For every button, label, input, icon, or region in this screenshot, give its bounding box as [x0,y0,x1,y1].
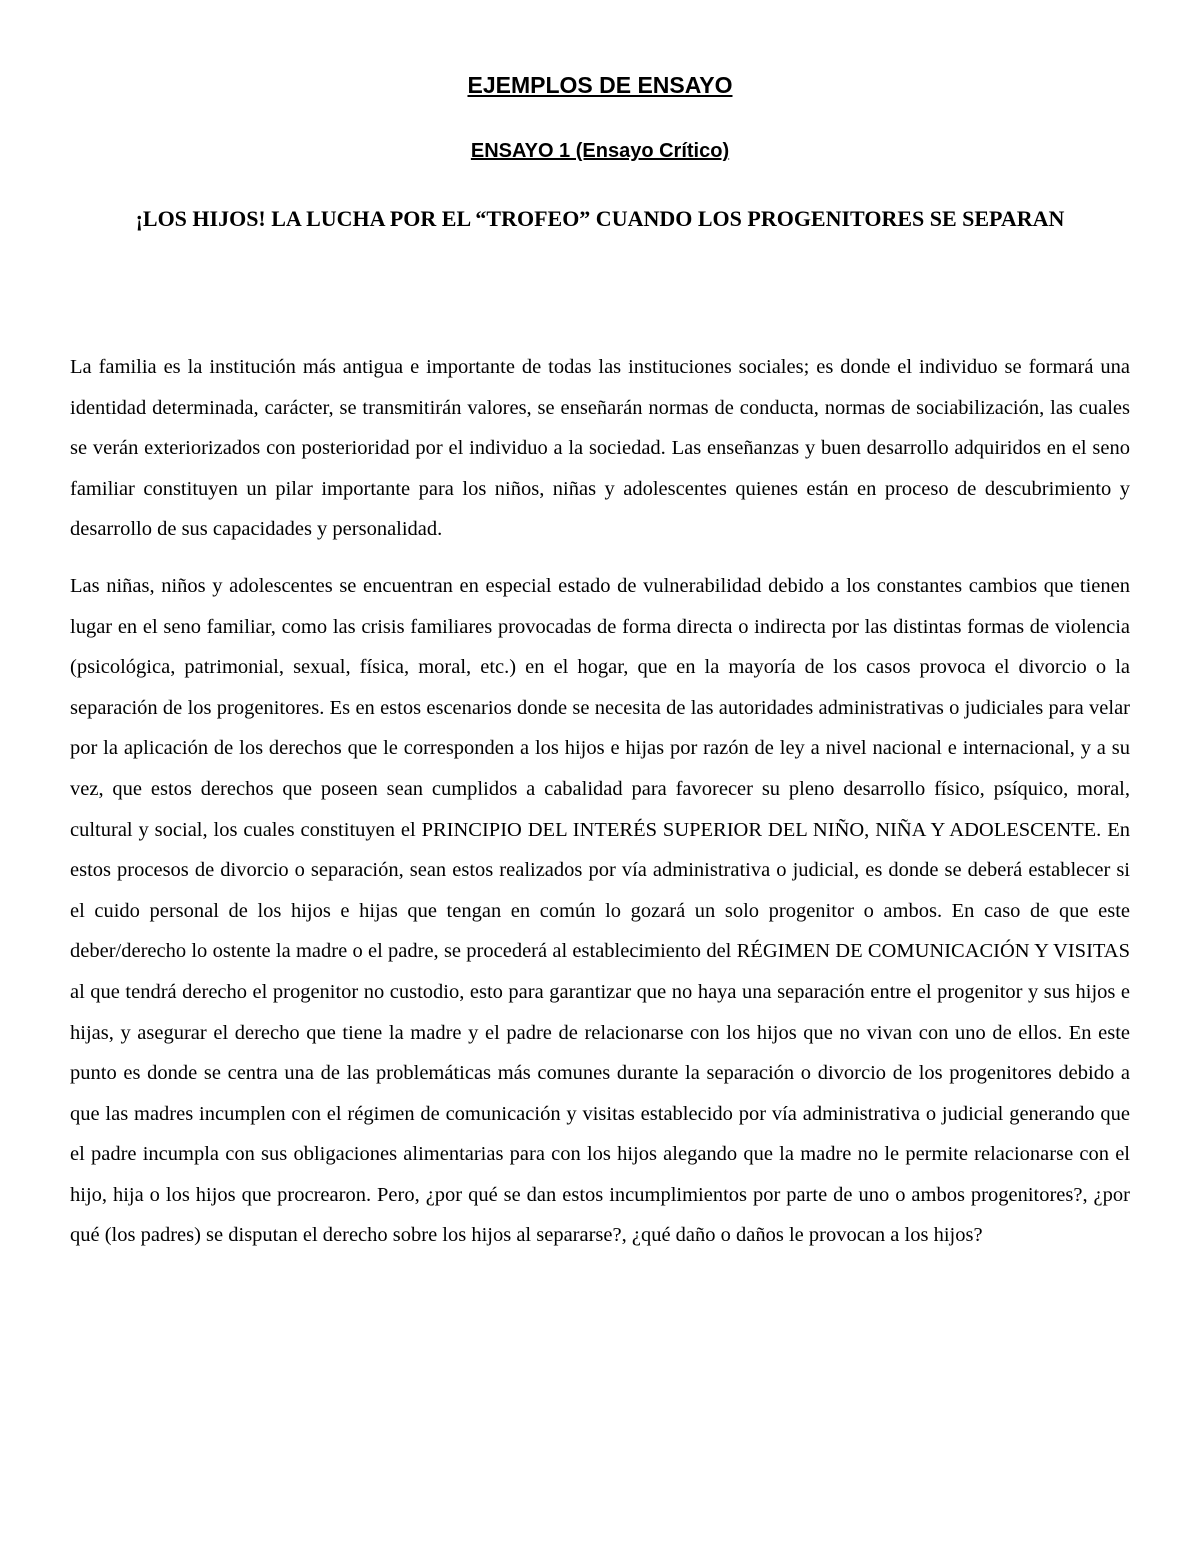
paragraph-2: Las niñas, niños y adolescentes se encuentran en especial estado de vulnerabilidad debido a los constantes cambios que tienen lugar en el seno familiar, como las crisis familiares provocadas de forma directa o indirecta por las distintas formas de violencia (psicológica, patrimonial, sexual, física, moral, etc.) en el hogar, que en la mayoría de los casos provoca el divorcio o la separación de los progenitores. Es en estos escenarios donde se necesita de las autoridades administrativas o judiciales para velar por la aplicación de los derechos que le corresponden a los hijos e hijas por razón de ley a nivel nacional e internacional, y a su vez, que estos derechos que poseen sean cumplidos a cabalidad para favorecer su pleno desarrollo físico, psíquico, moral, cultural y social, los cuales constituyen el PRINCIPIO DEL INTERÉS SUPERIOR DEL NIÑO, NIÑA Y ADOLESCENTE. En estos procesos de divorcio o separación, sean estos realizados por vía administrativa o judicial, es donde se deberá establecer si el cuido personal de los hijos e hijas que tengan en común lo gozará un solo progenitor o ambos. En caso de que este deber/derecho lo ostente la madre o el padre, se procederá al establecimiento del RÉGIMEN DE COMUNICACIÓN Y VISITAS al que tendrá derecho el progenitor no custodio, esto para garantizar que no haya una separación entre el progenitor y sus hijos e hijas, y asegurar el derecho que tiene la madre y el padre de relacionarse con los hijos que no vivan con uno de ellos. En este punto es donde se centra una de las problemáticas más comunes durante la separación o divorcio de los progenitores debido a que las madres incumplen con el régimen de comunicación y visitas establecido por vía administrativa o judicial generando que el padre incumpla con sus obligaciones alimentarias para con los hijos alegando que la madre no le permite relacionarse con el hijo, hija o los hijos que procrearon. Pero, ¿por qué se dan estos incumplimientos por parte de uno o ambos progenitores?, ¿por qué (los padres) se disputan el derecho sobre los hijos al separarse?, ¿qué daño o daños le provocan a los hijos? [70,574,1130,1247]
document-title: EJEMPLOS DE ENSAYO [467,72,733,98]
essay-title: ¡LOS HIJOS! LA LUCHA POR EL “TROFEO” CUANDO LOS PROGENITORES SE SEPARAN [135,206,1065,231]
essay-subtitle: ENSAYO 1 (Ensayo Crítico) [470,140,730,162]
essay-body [70,347,1130,1272]
paragraph-1: La familia es la institución más antigua e importante de todas las instituciones sociales; es donde el individuo se formará una identidad determinada, carácter, se transmitirán valores, se enseñarán normas de conducta, normas de sociabilización, las cuales se verán exteriorizados con posterioridad por el individuo a la sociedad. Las enseñanzas y buen desarrollo adquiridos en el seno familiar constituyen un pilar importante para los niños, niñas y adolescentes quienes están en proceso de descubrimiento y desarrollo de sus capacidades y personalidad. [70,356,1130,541]
